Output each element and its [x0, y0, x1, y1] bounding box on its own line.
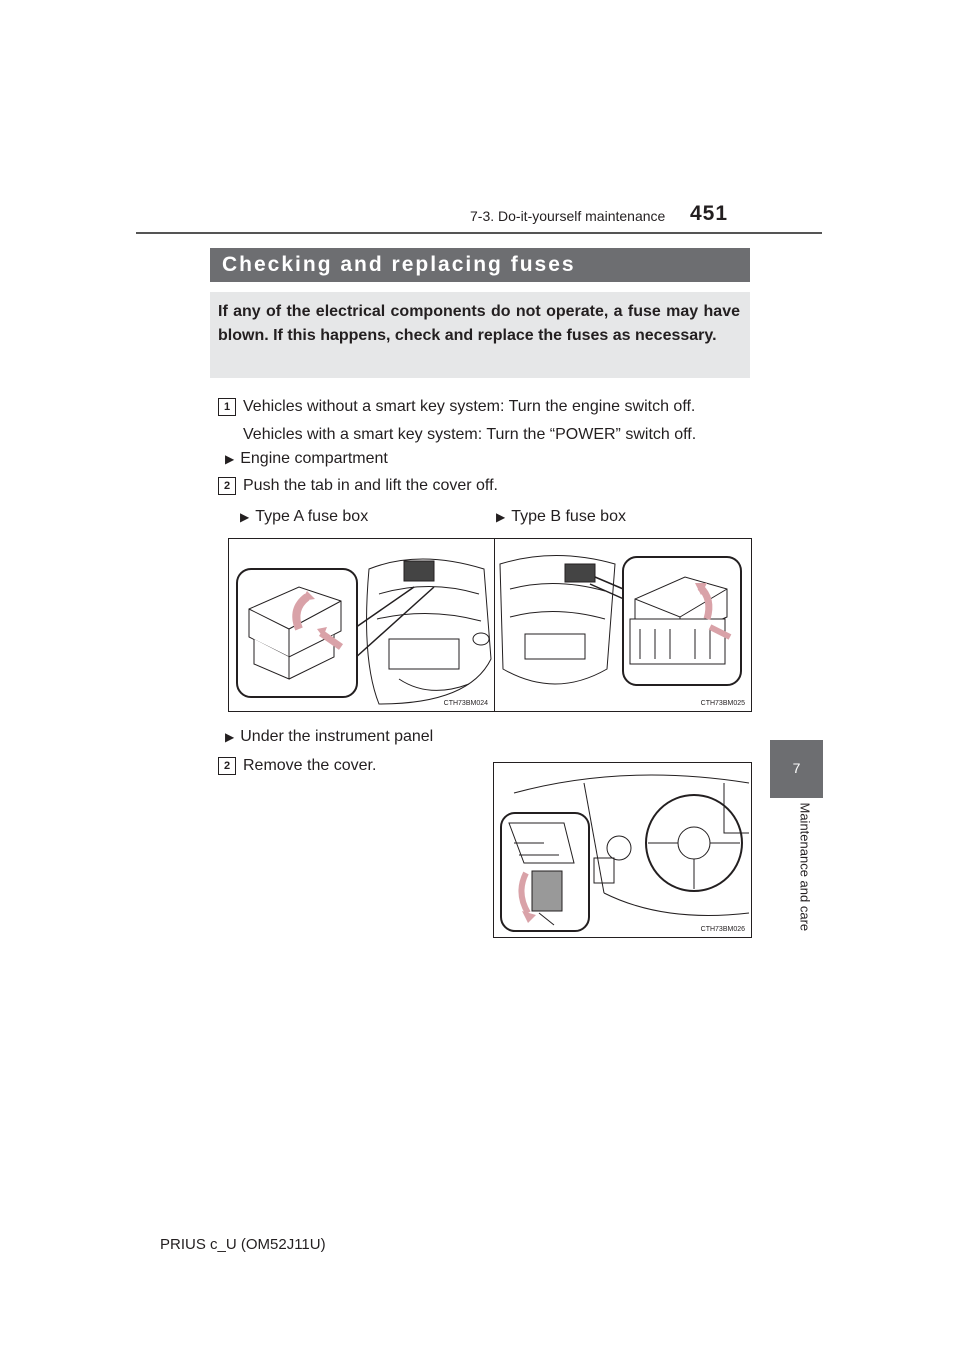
figure-code: CTH73BM026 [700, 926, 745, 933]
step1-text-line2: Vehicles with a smart key system: Turn the “POWER” switch off. [243, 426, 697, 443]
step-number-1: 1 [218, 398, 236, 416]
title-bar [210, 248, 750, 282]
section-title: 7-3. Do-it-yourself maintenance [470, 208, 666, 224]
engine-bay-illustration-a [229, 539, 494, 711]
page-title: Checking and replacing fuses [222, 253, 576, 276]
step1-text-line1: Vehicles without a smart key system: Turn the engine switch off. [243, 398, 696, 415]
footer-model: PRIUS c_U (OM52J11U) [160, 1236, 326, 1253]
instrument-panel-heading [225, 728, 433, 746]
engine-bay-illustration-b [495, 539, 751, 711]
triangle-bullet-icon: ▶ [225, 452, 235, 466]
figure-type-b-fuse-box [494, 538, 752, 712]
dashboard-illustration [494, 763, 751, 937]
engine-compartment-heading [225, 450, 388, 468]
panel-heading-label: Under the instrument panel [240, 728, 434, 745]
triangle-bullet-icon: ▶ [496, 510, 506, 524]
type-a-text: Type A fuse box [255, 508, 369, 525]
figure-code: CTH73BM024 [443, 700, 488, 707]
type-a-label [240, 508, 368, 526]
chapter-label [790, 802, 813, 955]
chapter-tab [770, 740, 823, 798]
type-b-label [496, 508, 626, 526]
step-number-2b: 2 [218, 757, 236, 775]
step2b-text: Remove the cover. [243, 757, 377, 774]
triangle-bullet-icon: ▶ [240, 510, 250, 524]
triangle-bullet-icon: ▶ [225, 730, 235, 744]
intro-box [210, 292, 750, 378]
step2-text: Push the tab in and lift the cover off. [243, 477, 498, 494]
chapter-label-text: Maintenance and care [797, 802, 813, 932]
chapter-number: 7 [792, 760, 801, 776]
type-b-text: Type B fuse box [511, 508, 626, 525]
header-rule [136, 232, 822, 234]
figure-code: CTH73BM025 [700, 700, 745, 707]
figure-instrument-panel [493, 762, 752, 938]
page-number: 451 [690, 202, 729, 225]
engine-heading-label: Engine compartment [240, 450, 388, 467]
figure-type-a-fuse-box [228, 538, 495, 712]
intro-text: If any of the electrical components do not operate, a fuse may have blown. If this happens, check and replace the fuses as necessary. [218, 303, 740, 344]
step-number-2: 2 [218, 477, 236, 495]
